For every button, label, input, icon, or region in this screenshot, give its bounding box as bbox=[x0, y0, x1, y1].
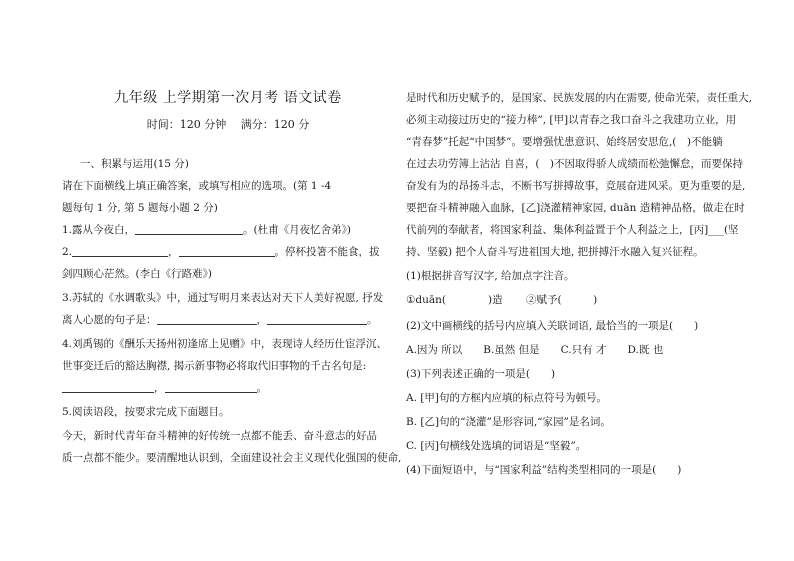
passage-line-2: 质一点都不能少。要清醒地认识到，全面建设社会主义现代化强国的使命, bbox=[62, 452, 402, 464]
subquestion-2-options[interactable]: A.因为 所以 B.虽然 但是 C.只有 才 D.既 也 bbox=[406, 344, 664, 356]
subquestion-1-b[interactable]: ②赋予( ) bbox=[526, 294, 598, 306]
q2-answer-blank-1[interactable] bbox=[72, 244, 168, 257]
passage-line-6: 在过去功劳簿上沾沾 自喜，( )不因取得骄人成绩而松弛懈怠，而要保持 bbox=[406, 158, 744, 170]
q3-answer-blank-1[interactable] bbox=[157, 312, 257, 325]
subquestion-3-option-b[interactable]: B. [乙]句的“浇灌”是形容词,“家园”是名词。 bbox=[406, 416, 611, 428]
passage-line-9: 代前列的奉献者，将国家利益、集体利益置于个人利益之上，[丙]___(坚 bbox=[406, 224, 739, 236]
question-3-line-1: 3.苏轼的《水调歌头》中，通过写明月来表达对天下人美好祝愿, 抒发 bbox=[62, 292, 384, 304]
question-2 bbox=[62, 242, 380, 264]
q2-answer-blank-2[interactable] bbox=[179, 244, 275, 257]
question-4-line-2: 世事变迁后的豁达胸襟, 揭示新事物必将取代旧事物的千古名句是: bbox=[62, 360, 367, 372]
passage-line-5: “青春梦”托起“中国梦”。要增强忧患意识、始终居安思危,( )不能躺 bbox=[406, 136, 723, 148]
exam-title: 九年级 上学期第一次月考 语文试卷 bbox=[114, 90, 342, 106]
q3-end: 。 bbox=[367, 314, 378, 326]
q2-suffix: 。停杯投箸不能食，拔 bbox=[274, 246, 380, 258]
question-4-answer bbox=[62, 378, 267, 400]
passage-line-1: 今天，新时代青年奋斗精神的好传统一点都不能丢、奋斗意志的好品 bbox=[62, 430, 377, 442]
q4-separator: ， bbox=[154, 382, 165, 394]
exam-subtitle: 时间：120 分钟 满分：120 分 bbox=[146, 118, 310, 131]
instruction-line-1: 请在下面横线上填正确答案，或填写相应的选项。(第 1 -4 bbox=[62, 180, 332, 192]
question-5: 5.阅读语段，按要求完成下面题目。 bbox=[62, 406, 230, 418]
q4-answer-blank-1[interactable] bbox=[62, 380, 154, 393]
question-3-line-2: 离人心愿的句子是： ， 。 bbox=[62, 314, 378, 326]
instruction-line-2: 题每句 1 分, 第 5 题每小题 2 分) bbox=[62, 202, 218, 214]
passage-line-4: 必须主动接过历史的“接力棒”, [甲]以青春之我口奋斗之我建功立业，用 bbox=[406, 114, 737, 126]
q1-answer-blank[interactable] bbox=[135, 222, 243, 235]
passage-line-8: 要把奋斗精神融入血脉，[乙]浇灌精神家园, duān 造精神品格，做走在时 bbox=[406, 202, 745, 214]
passage-line-7: 奋发有为的昂扬斗志，不断书写拼搏故事，竞展奋进风采。更为重要的是, bbox=[406, 180, 746, 192]
section-heading: 一、积累与运用(15 分) bbox=[80, 158, 189, 170]
subquestion-3-option-a[interactable]: A. [甲]句的方框内应填的标点符号为顿号。 bbox=[406, 392, 607, 404]
q1-prefix: 1.露从今夜白， bbox=[62, 224, 136, 236]
question-2-line-2: 剑四顾心茫然。(李白《行路难》) bbox=[62, 268, 212, 280]
q3-answer-blank-2[interactable] bbox=[267, 312, 367, 325]
question-4-line-1: 4.刘禹锡的《酬乐天扬州初逢席上见赠》中，表现诗人经历仕宦浮沉、 bbox=[62, 338, 388, 350]
subquestion-1: (1)根据拼音写汉字, 给加点字注音。 bbox=[406, 270, 575, 282]
passage-line-3: 是时代和历史赋予的，是国家、民族发展的内在需要, 使命光荣，责任重大, bbox=[406, 92, 753, 104]
q2-number: 2. bbox=[62, 246, 73, 258]
q1-suffix: 。(杜甫《月夜忆舍弟》) bbox=[243, 224, 351, 236]
passage-line-10: 持、坚毅) 把个人奋斗写进祖国大地, 把拼搏汗水融入复兴征程。 bbox=[406, 246, 704, 258]
subquestion-1-a[interactable]: ①duān( )造 bbox=[406, 294, 503, 306]
subquestion-4: (4)下面短语中，与“国家利益”结构类型相同的一项是( ) bbox=[406, 464, 682, 476]
subquestion-2: (2)文中画横线的括号内应填入关联词语, 最恰当的一项是( ) bbox=[406, 320, 699, 332]
q3-text: 离人心愿的句子是： bbox=[62, 314, 157, 326]
q4-end: 。 bbox=[256, 382, 267, 394]
question-1 bbox=[62, 220, 351, 242]
q2-separator: ， bbox=[168, 246, 179, 258]
subquestion-3-option-c[interactable]: C. [丙]句横线处选填的词语是“坚毅”。 bbox=[406, 440, 587, 452]
q4-answer-blank-2[interactable] bbox=[165, 380, 257, 393]
subquestion-3: (3)下列表述正确的一项是( ) bbox=[406, 368, 556, 380]
